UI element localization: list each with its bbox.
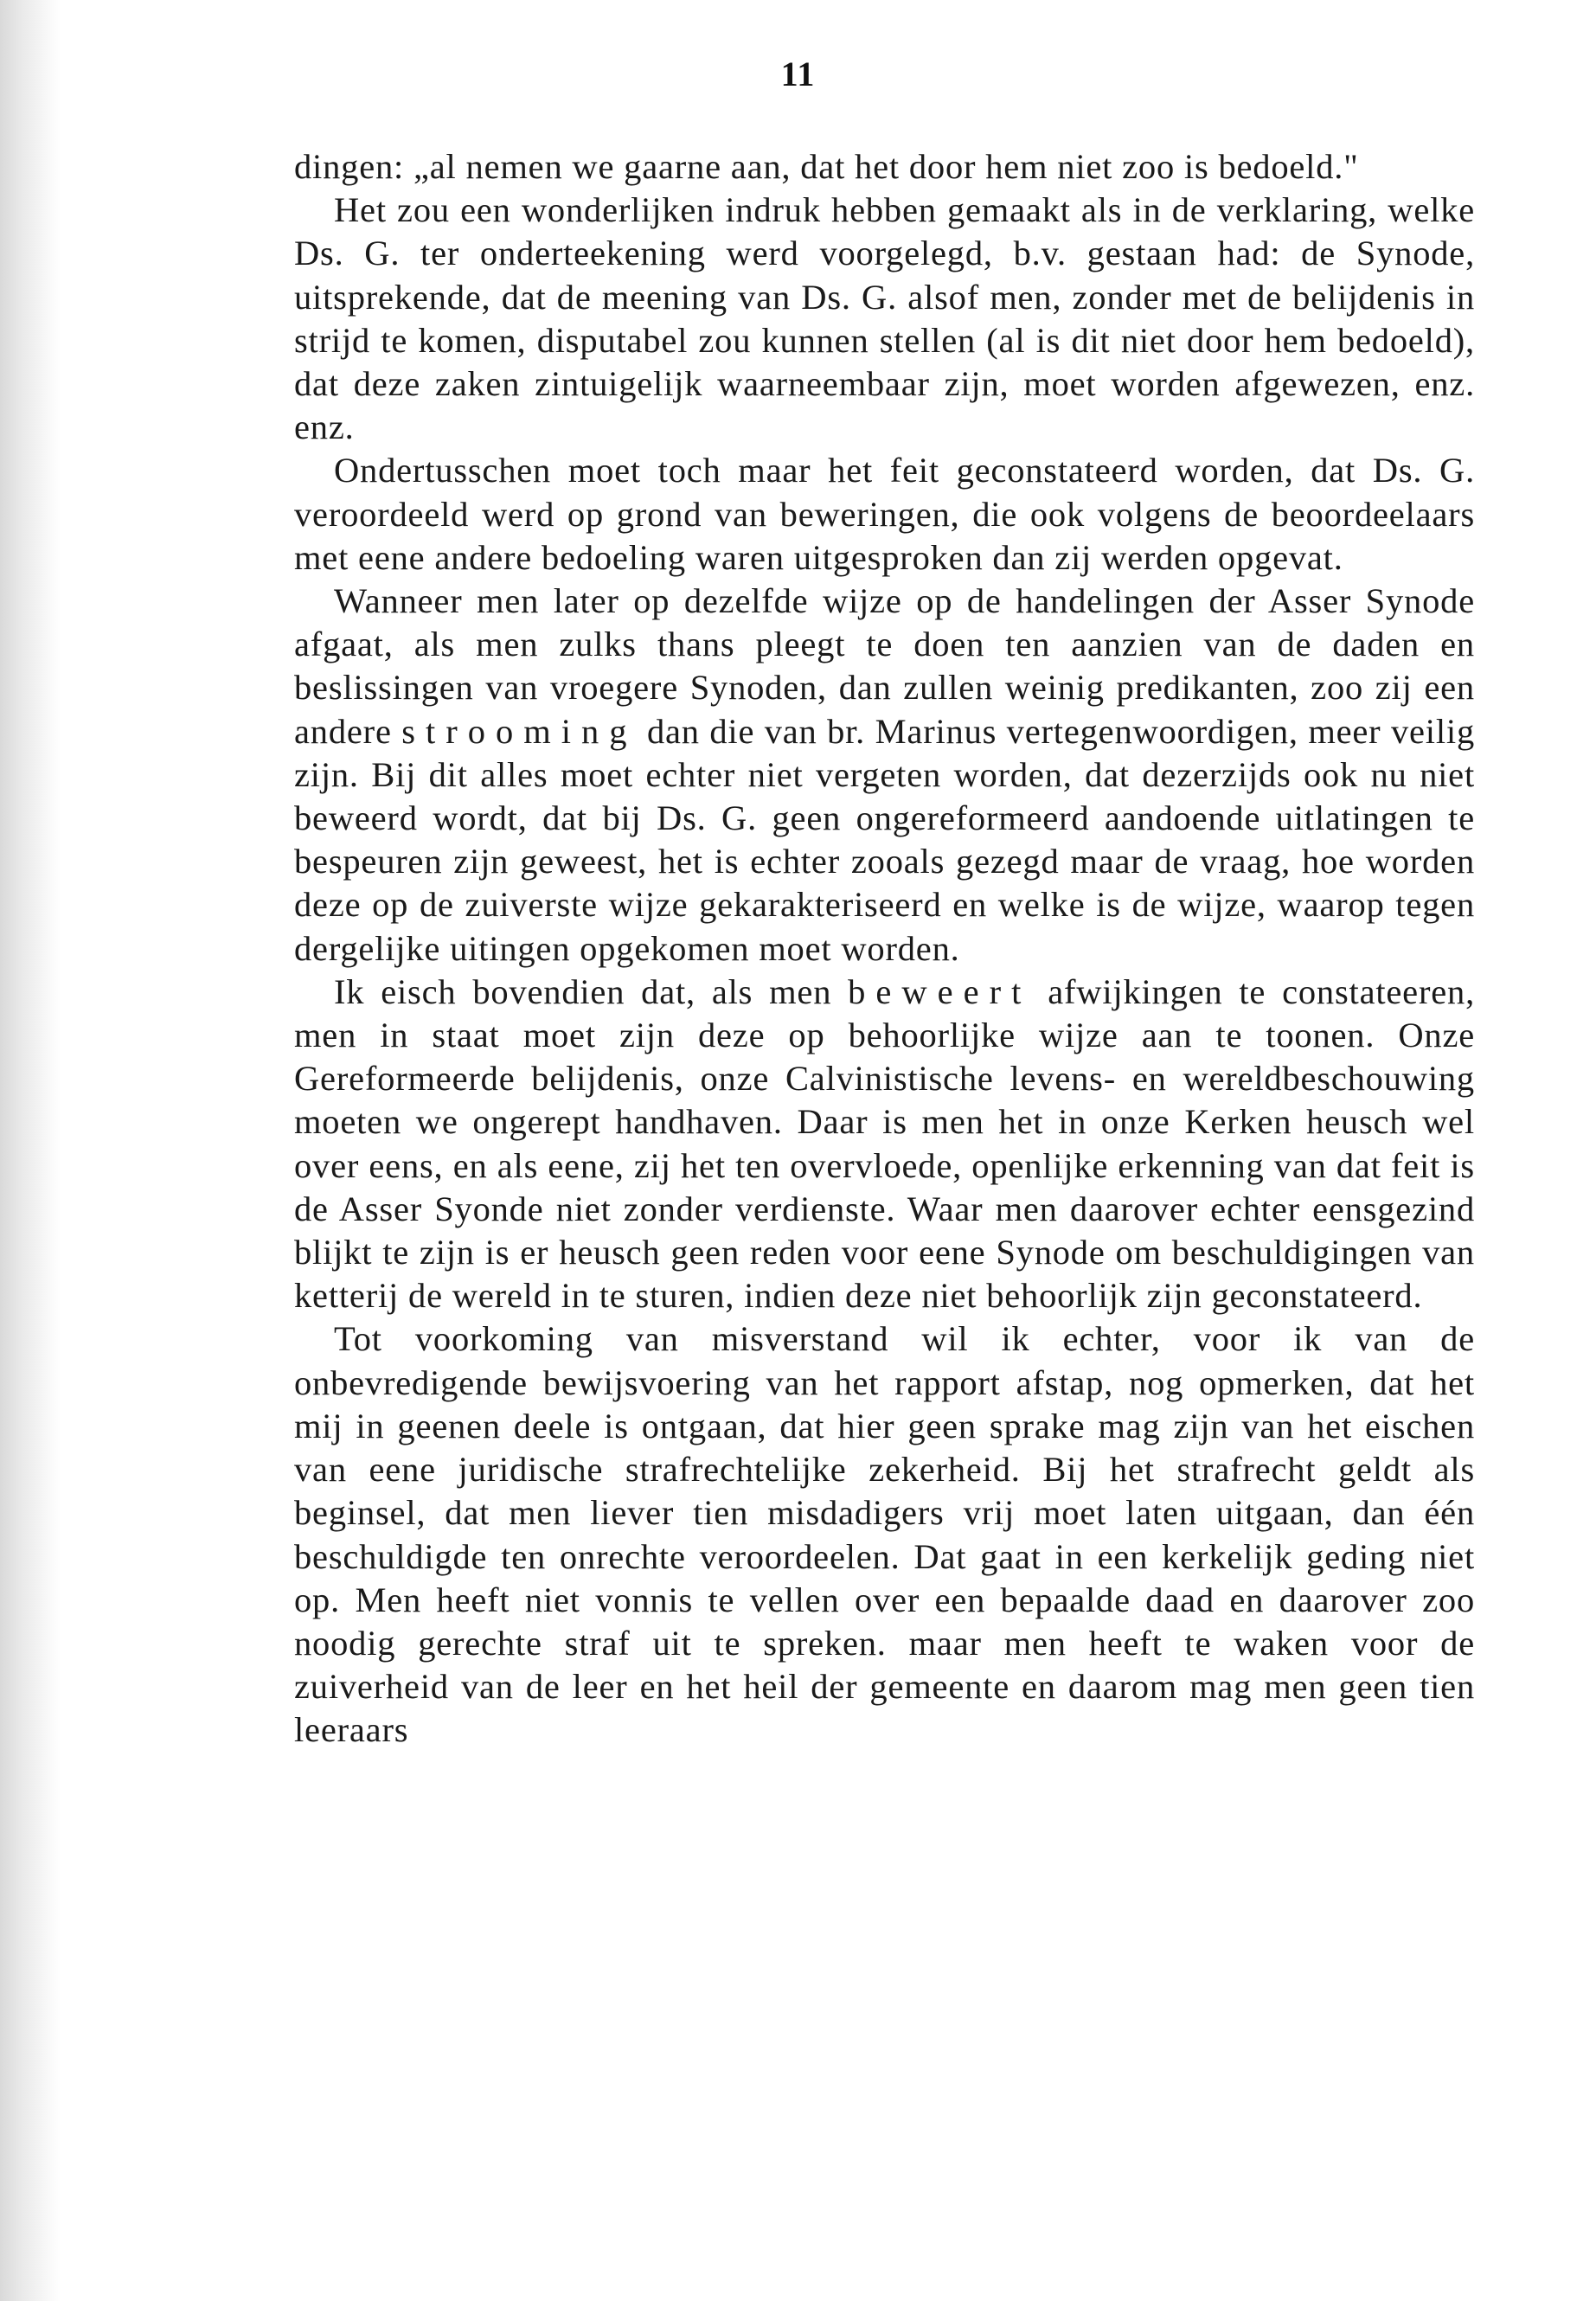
paragraph-1: dingen: „al nemen we gaarne aan, dat het door hem niet zoo is bedoeld." <box>294 147 1359 186</box>
emphasized-word-strooming: strooming <box>401 711 638 751</box>
scan-edge-shadow <box>0 0 61 2301</box>
paragraph-4-part-2: dan die van br. Marinus vertegenwoordigen, meer veilig zijn. Bij dit alles moet echter niet vergeten worden, dat dezerzijds ook nu niet beweerd wordt, dat bij Ds. G. geen ongereformeerd aandoende uitlatingen te bespeuren zijn geweest, het is echter zooals gezegd maar de vraag, hoe worden deze op de zuiverste wijze gekarakteriseerd en welke is de wijze, waarop tegen dergelijke uitingen opgekomen moet worden. <box>294 711 1475 968</box>
paragraph-3: Ondertusschen moet toch maar het feit geconstateerd worden, dat Ds. G. veroordeeld werd op grond van beweringen, die ook volgens de beoordeelaars met eene andere bedoeling waren uitgesproken dan zij werden opgevat. <box>294 451 1475 577</box>
paragraph-5-part-2: afwijkingen te constateeren, men in staat moet zijn deze op behoorlijke wijze aan te toonen. Onze Gereformeerde belijdenis, onze Calvinistische levens- en wereldbeschouwing moeten we ongerept handhaven. Daar is men het in onze Kerken heusch wel over eens, en als eene, zij het ten overvloede, openlijke erkenning van dat feit is de Asser Syonde niet zonder verdienste. Waar men daarover echter eensgezind blijkt te zijn is er heusch geen reden voor eene Synode om beschuldigingen van ketterij de wereld in te sturen, indien deze niet behoorlijk zijn geconstateerd. <box>294 971 1475 1316</box>
emphasized-word-beweert: beweert <box>848 971 1032 1011</box>
paragraph-5 <box>294 971 1475 1318</box>
paragraph-4-part-1: Wanneer men later op dezelfde wijze op de handelingen der Asser Synode afgaat, als men zulks thans pleegt te doen ten aanzien van de daden en beslissingen van vroegere Synoden, dan zullen weinig predikanten, zoo zij een andere <box>294 581 1475 751</box>
body-text <box>294 145 1475 1753</box>
paragraph-5-part-1: Ik eisch bovendien dat, als men <box>334 971 849 1011</box>
page-number: 11 <box>780 54 816 93</box>
paragraph-6: Tot voorkoming van misverstand wil ik echter, voor ik van de onbevredigende bewijsvoering van het rapport afstap, nog opmerken, dat het mij in geenen deele is ontgaan, dat hier geen sprake mag zijn van het eischen van eene juridische strafrechtelijke zekerheid. Bij het strafrecht geldt als beginsel, dat men liever tien misdadigers vrij moet laten uitgaan, dan één beschuldigde ten onrechte veroordeelen. Dat gaat in een kerkelijk geding niet op. Men heeft niet vonnis te vellen over een bepaalde daad en daarover zoo noodig gerechte straf uit te spreken. maar men heeft te waken voor de zuiverheid van de leer en het heil der gemeente en daarom mag men geen tien leeraars <box>294 1319 1475 1750</box>
paragraph-4 <box>294 580 1475 971</box>
paragraph-2: Het zou een wonderlijken indruk hebben gemaakt als in de verklaring, welke Ds. G. ter onderteekening werd voorgelegd, b.v. gestaan had: de Synode, uitsprekende, dat de meening van Ds. G. alsof men, zonder met de belijdenis in strijd te komen, disputabel zou kunnen stellen (al is dit niet door hem bedoeld), dat deze zaken zintuigelijk waarneembaar zijn, moet worden afgewezen, enz. enz. <box>294 190 1475 447</box>
